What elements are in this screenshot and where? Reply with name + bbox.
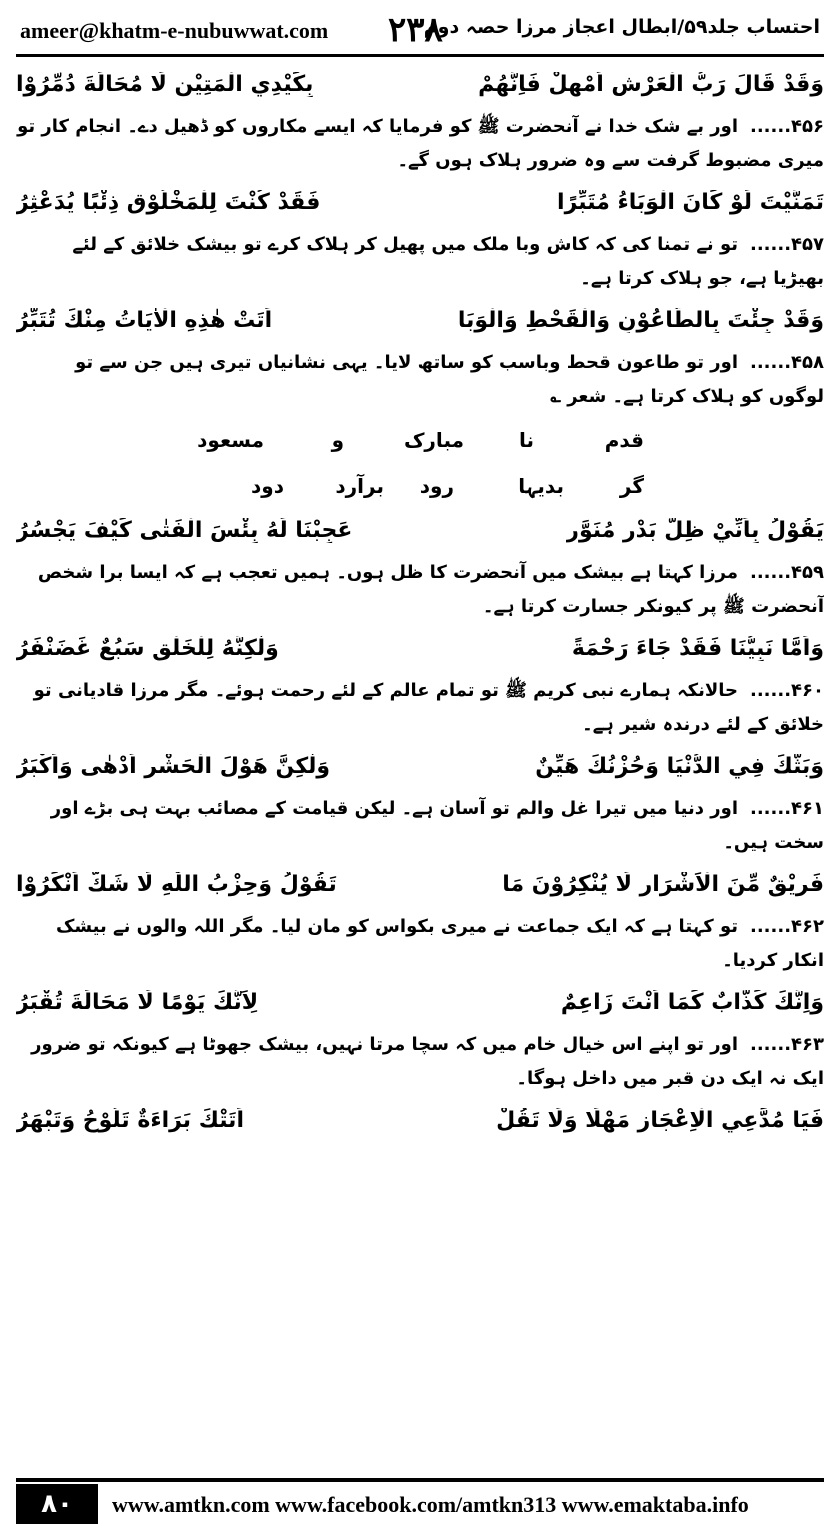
verse-hemistich-first: يَقُوْلُ بِاَنِّيْ ظِلُّ بَدْرٍ مُنَوَّرٍ — [566, 518, 824, 543]
verse-number: ۴۵۷...... — [750, 234, 824, 255]
urdu-translation — [16, 910, 824, 984]
couplet-word: رود — [419, 474, 454, 498]
verse-number: ۴۵۶...... — [750, 116, 824, 137]
couplet-word: مبارک — [403, 428, 464, 452]
verse-hemistich-second: وَلٰكِنَّهُ لِلْخَلْقِ سَبُعٌ غَضَنْفَرُ — [16, 636, 279, 661]
verse-hemistich-second: عَجِبْنَا لَهُ بِئْسَ الْفَتٰى كَيْفَ يَجْسُرُ — [16, 518, 353, 543]
header-page-number: ۲۳۸ — [388, 10, 443, 50]
page-footer — [16, 1478, 824, 1530]
verse-hemistich-second: تَقُوْلُ وَحِزْبُ اللّٰهِ لَا شَكَّ اَنْكَرُوْا — [16, 872, 337, 897]
footer-links[interactable]: www.amtkn.com www.facebook.com/amtkn313 www.emaktaba.info — [112, 1492, 749, 1517]
arabic-verse — [16, 512, 824, 556]
verse-hemistich-first: وَاِنَّكَ كَذَّابٌ كَمَا اَنْتَ زَاعِمٌ — [560, 990, 824, 1015]
arabic-verse — [16, 748, 824, 792]
couplet-word: نا — [518, 428, 534, 452]
arabic-verse — [16, 302, 824, 346]
translation-text: حالانکہ ہمارے نبی کریم ﷺ تو تمام عالم کے لئے رحمت ہوئے۔ مگر مرزا قادیانی تو خلائق کے لئے درندہ شیر ہے۔ — [33, 680, 824, 735]
verse-hemistich-first: وَبَثُّكَ فِي الدُّنْيَا وَحُزْنُكَ هَيِّنٌ — [535, 754, 824, 779]
translation-text: اور بے شک خدا نے آنحضرت ﷺ کو فرمایا کہ ایسے مکاروں کو ڈھیل دے۔ انجام کار تو میری مضبوط گرفت سے وہ ضرور ہلاک ہوں گے۔ — [17, 116, 824, 171]
urdu-translation — [16, 346, 824, 420]
translation-text: اور تو طاعون قحط وباسب کو ساتھ لایا۔ یہی نشانیاں تیری ہیں جن سے تو لوگوں کو ہلاک کرتا ہے۔ شعر ؎ — [75, 352, 824, 407]
poem-content — [16, 66, 824, 1458]
couplet-word: مسعود — [197, 428, 264, 452]
translation-text: اور تو اپنے اس خیال خام میں کہ سچا مرتا نہیں، بیشک جھوٹا ہے کیونکہ تو ضرور ایک نہ ایک دن قبر میں داخل ہوگا۔ — [31, 1034, 824, 1089]
urdu-translation — [16, 110, 824, 184]
verse-hemistich-second: بِكَيْدِي الْمَتِيْنِ لَا مُحَالَةَ دُمِّرُوْا — [16, 72, 314, 97]
footer-page-badge: ۸۰ — [16, 1484, 98, 1524]
translation-text: مرزا کہتا ہے بیشک میں آنحضرت کا ظل ہوں۔ ہمیں تعجب ہے کہ ایسا برا شخص آنحضرت ﷺ پر کیونکر جسارت کرتا ہے۔ — [37, 562, 824, 617]
verse-hemistich-first: وَقَدْ جِئْتَ بِالطَّاعُوْنِ وَالْقَحْطِ وَالْوَبَا — [457, 308, 824, 333]
verse-hemistich-first: وَقَدْ قَالَ رَبُّ الْعَرْشِ اَمْهِلْ فَاِنَّهُمْ — [478, 72, 824, 97]
verse-hemistich-second: اَتَتْ هٰذِهِ الْاٰيَاتُ مِنْكَ تُتَبِّرُ — [16, 308, 273, 333]
verse-number: ۴۶۱...... — [750, 798, 824, 819]
verse-number: ۴۶۰...... — [750, 680, 824, 701]
verse-hemistich-second: وَلٰكِنَّ هَوْلَ الْحَشْرِ اَدْهٰى وَاَكْبَرُ — [16, 754, 331, 779]
verse-number: ۴۶۲...... — [750, 916, 824, 937]
verse-number: ۴۵۹...... — [750, 562, 824, 583]
couplet-word: و — [331, 428, 344, 452]
verse-hemistich-second: اَتَتْكَ بَرَاءَةٌ تَلُوْحُ وَتَبْهَرُ — [16, 1108, 244, 1133]
header-email: ameer@khatm-e-nubuwwat.com — [20, 18, 329, 43]
verse-number: ۴۶۳...... — [750, 1034, 824, 1055]
verse-hemistich-first: فَيَا مُدَّعِي الْاِعْجَازِ مَهْلًا وَلَا تَقُلْ — [496, 1108, 824, 1133]
verse-hemistich-second: لِاَنَّكَ يَوْمًا لَا مَحَالَةَ تُقْبَرُ — [16, 990, 259, 1015]
translation-text: تو کہتا ہے کہ ایک جماعت نے میری بکواس کو مان لیا۔ مگر اللہ والوں نے بیشک انکار کردیا۔ — [55, 916, 824, 971]
verse-number: ۴۵۸...... — [750, 352, 824, 373]
page-header — [16, 10, 824, 57]
arabic-verse — [16, 1102, 824, 1146]
urdu-translation — [16, 1028, 824, 1102]
arabic-verse — [16, 866, 824, 910]
couplet-word: گر — [619, 474, 644, 498]
persian-couplet-line-2 — [16, 466, 824, 512]
verse-hemistich-first: وَاَمَّا نَبِيُّنَا فَقَدْ جَاءَ رَحْمَةً — [571, 636, 824, 661]
verse-hemistich-second: فَقَدْ كُنْتَ لِلْمَخْلُوْقِ ذِئْبًا يُدَعْثِرُ — [16, 190, 321, 215]
translation-text: تو نے تمنا کی کہ کاش وبا ملک میں پھیل کر ہلاک کرے تو بیشک خلائق کے لئے بھیڑیا ہے، جو ہلاک کرتا ہے۔ — [72, 234, 824, 289]
persian-couplet-line-1 — [16, 420, 824, 466]
arabic-verse — [16, 984, 824, 1028]
arabic-verse — [16, 66, 824, 110]
urdu-translation — [16, 228, 824, 302]
header-book-title: احتساب جلد۵۹/ابطال اعجاز مرزا حصہ دوم — [423, 16, 820, 38]
couplet-word: برآرد — [335, 474, 384, 498]
urdu-translation — [16, 792, 824, 866]
couplet-word: دود — [251, 474, 284, 498]
verse-hemistich-first: تَمَنَّيْتَ لَوْ كَانَ الْوَبَاءُ مُتَبِّرًا — [557, 190, 824, 215]
translation-text: اور دنیا میں تیرا غل والم تو آسان ہے۔ لیکن قیامت کے مصائب بہت ہی بڑے اور سخت ہیں۔ — [50, 798, 824, 853]
arabic-verse — [16, 630, 824, 674]
urdu-translation — [16, 556, 824, 630]
urdu-translation — [16, 674, 824, 748]
couplet-word: بدیہا — [518, 474, 564, 498]
arabic-verse — [16, 184, 824, 228]
verse-hemistich-first: فَرِيْقٌ مِّنَ الْاَشْرَارِ لَا يُنْكِرُوْنَ مَا — [502, 872, 824, 897]
couplet-word: قدم — [604, 428, 644, 452]
